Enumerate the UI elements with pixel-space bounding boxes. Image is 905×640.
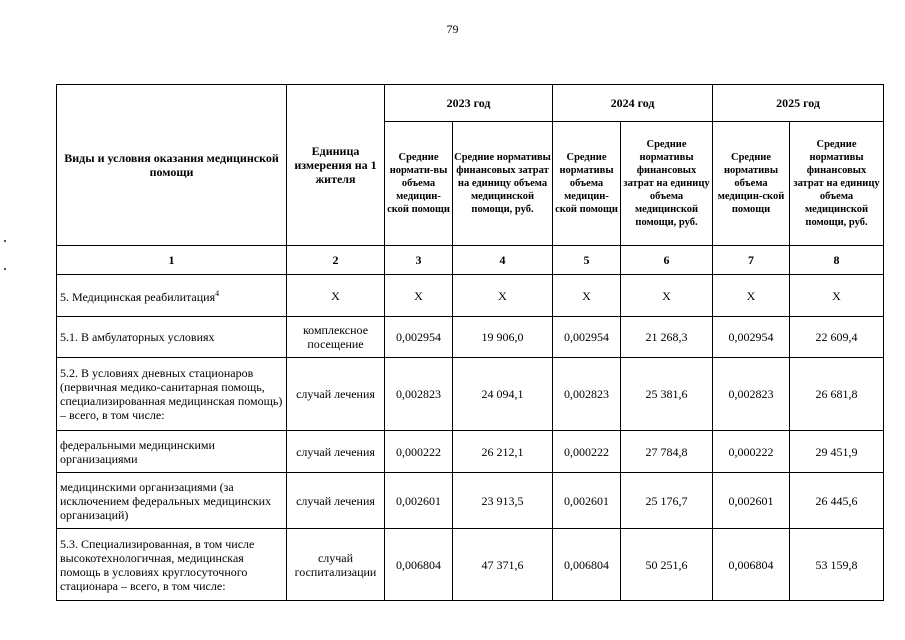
value-cell: 29 451,9 [790,431,884,473]
margin-mark [4,240,6,242]
row-label: 5.1. В амбулаторных условиях [57,317,287,358]
value-cell: 26 681,8 [790,358,884,431]
unit-cell: случай лечения [287,473,385,529]
table-row [57,317,884,358]
row-label: 5. Медицинская реабилитация$^4$ [57,275,287,317]
unit-cell: случай лечения [287,431,385,473]
unit-cell: случай лечения [287,358,385,431]
header-2025-volume: Средние нормативы объема медицин-ской помощи [713,122,790,246]
value-cell: 19 906,0 [453,317,553,358]
column-number: 4 [453,246,553,275]
table-row [57,358,884,431]
table-row [57,529,884,601]
value-cell: 0,002601 [553,473,621,529]
header-2023-volume: Средние нормати-вы объема медицин-ской помощи [385,122,453,246]
value-cell: Х [553,275,621,317]
header-2024-finance: Средние нормативы финансовых затрат на единицу объема медицинской помощи, руб. [621,122,713,246]
value-cell: 0,000222 [553,431,621,473]
value-cell: 0,002954 [385,317,453,358]
value-cell: 0,000222 [713,431,790,473]
column-number: 7 [713,246,790,275]
value-cell: Х [385,275,453,317]
header-year-2023: 2023 год [385,85,553,122]
column-number: 3 [385,246,453,275]
value-cell: 0,002954 [713,317,790,358]
row-label: медицинскими организациями (за исключением федеральных медицинских организаций) [57,473,287,529]
value-cell: Х [713,275,790,317]
value-cell: 0,006804 [385,529,453,601]
column-numbers-row [57,246,884,275]
margin-mark [4,268,6,270]
unit-cell: Х [287,275,385,317]
footnote-mark: 4 [215,289,220,298]
header-type-of-care: Виды и условия оказания медицинской помощи [57,85,287,246]
page-number: 79 [446,22,459,36]
column-number: 5 [553,246,621,275]
value-cell: Х [790,275,884,317]
table-row [57,275,884,317]
value-cell: Х [453,275,553,317]
column-number: 1 [57,246,287,275]
value-cell: 0,006804 [553,529,621,601]
header-2023-finance: Средние нормативы финансовых затрат на единицу объема медицинской помощи, руб. [453,122,553,246]
column-number: 8 [790,246,884,275]
value-cell: 27 784,8 [621,431,713,473]
column-number: 2 [287,246,385,275]
value-cell: 0,002601 [713,473,790,529]
value-cell: 23 913,5 [453,473,553,529]
value-cell: 26 212,1 [453,431,553,473]
table-row [57,473,884,529]
row-label: 5.3. Специализированная, в том числе высокотехнологичная, медицинская помощь в условиях круглосуточного стационара – всего, в том числе: [57,529,287,601]
value-cell: 25 176,7 [621,473,713,529]
value-cell: 26 445,6 [790,473,884,529]
value-cell: Х [621,275,713,317]
value-cell: 0,002954 [553,317,621,358]
value-cell: 21 268,3 [621,317,713,358]
value-cell: 25 381,6 [621,358,713,431]
value-cell: 47 371,6 [453,529,553,601]
value-cell: 22 609,4 [790,317,884,358]
value-cell: 53 159,8 [790,529,884,601]
unit-cell: комплексное посещение [287,317,385,358]
value-cell: 0,002601 [385,473,453,529]
header-2025-finance: Средние нормативы финансовых затрат на единицу объема медицинской помощи, руб. [790,122,884,246]
row-label: 5.2. В условиях дневных стационаров (первичная медико-санитарная помощь, специализированная медицинская помощь) – всего, в том числе: [57,358,287,431]
value-cell: 0,002823 [553,358,621,431]
column-number: 6 [621,246,713,275]
value-cell: 0,000222 [385,431,453,473]
row-label: федеральными медицинскими организациями [57,431,287,473]
value-cell: 0,002823 [713,358,790,431]
value-cell: 0,006804 [713,529,790,601]
unit-cell: случай госпитализации [287,529,385,601]
header-year-2025: 2025 год [713,85,884,122]
value-cell: 0,002823 [385,358,453,431]
table-row [57,431,884,473]
header-year-2024: 2024 год [553,85,713,122]
value-cell: 50 251,6 [621,529,713,601]
norms-table [56,84,884,601]
header-unit: Единица измерения на 1 жителя [287,85,385,246]
value-cell: 24 094,1 [453,358,553,431]
header-2024-volume: Средние нормативы объема медицин-ской помощи [553,122,621,246]
